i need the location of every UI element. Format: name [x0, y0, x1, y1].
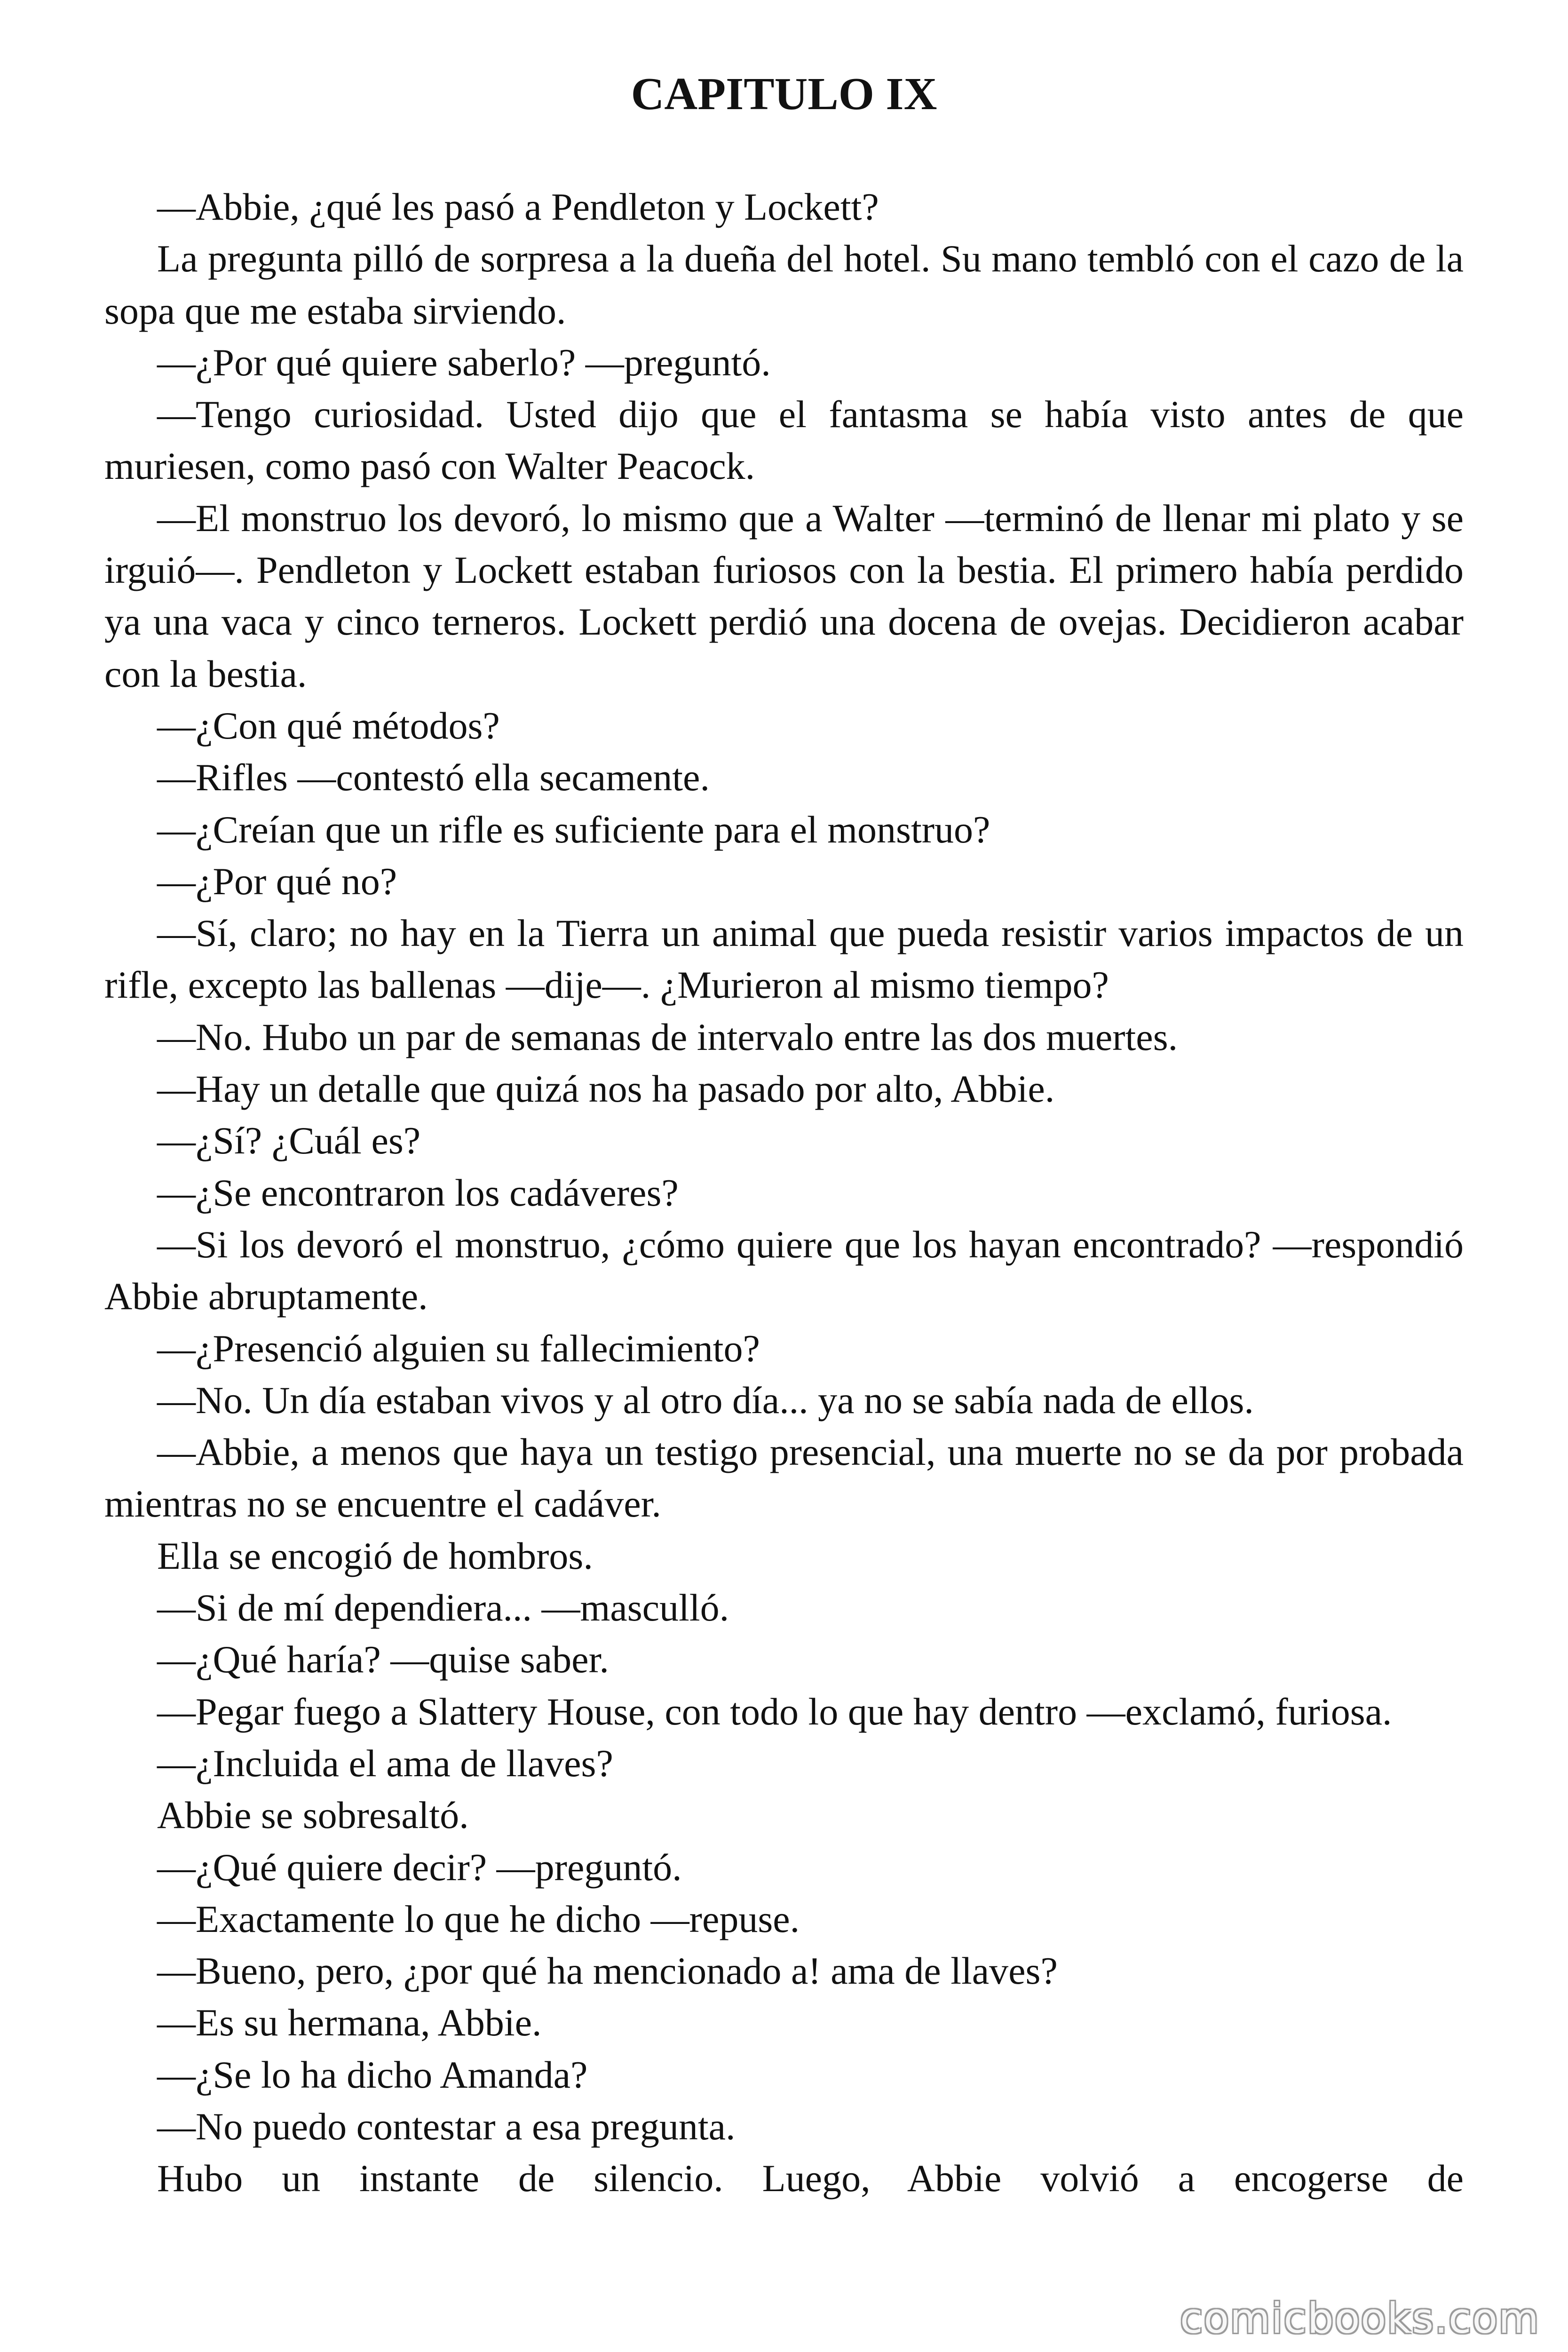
paragraph: —Rifles —contestó ella secamente.	[157, 756, 710, 799]
paragraph: Abbie se sobresaltó.	[157, 1794, 469, 1837]
paragraph: —¿Sí? ¿Cuál es?	[157, 1119, 421, 1162]
paragraph: —Abbie, a menos que haya un testigo presencial, una muerte no se da por probada mientras no se encuentre el cadáver.	[104, 1430, 1464, 1526]
paragraph: —Bueno, pero, ¿por qué ha mencionado a! ama de llaves?	[157, 1949, 1058, 1993]
paragraph: —Abbie, ¿qué les pasó a Pendleton y Lockett?	[157, 185, 879, 228]
watermark: comicbooks.com	[1180, 2294, 1540, 2343]
paragraph: —¿Por qué no?	[157, 859, 397, 903]
paragraph: —¿Por qué quiere saberlo? —preguntó.	[157, 341, 771, 384]
paragraph: —No puedo contestar a esa pregunta.	[157, 2105, 736, 2148]
paragraph: La pregunta pilló de sorpresa a la dueña del hotel. Su mano tembló con el cazo de la sopa que me estaba sirviendo.	[104, 237, 1464, 332]
paragraph: —Si los devoró el monstruo, ¿cómo quiere que los hayan encontrado? —respondió Abbie abruptamente.	[104, 1223, 1464, 1318]
paragraph: —Pegar fuego a Slattery House, con todo lo que hay dentro —exclamó, furiosa.	[157, 1690, 1392, 1733]
paragraph-continued: Hubo un instante de silencio. Luego, Abbie volvió a encogerse de	[157, 2157, 1464, 2200]
paragraph: —Hay un detalle que quizá nos ha pasado por alto, Abbie.	[157, 1067, 1055, 1111]
paragraph: —Es su hermana, Abbie.	[157, 2001, 542, 2044]
paragraph: —¿Incluida el ama de llaves?	[157, 1741, 613, 1785]
paragraph: —Tengo curiosidad. Usted dijo que el fantasma se había visto antes de que muriesen, como pasó con Walter Peacock.	[104, 393, 1464, 488]
paragraph: —¿Creían que un rifle es suficiente para el monstruo?	[157, 808, 990, 851]
paragraph: —El monstruo los devoró, lo mismo que a Walter —terminó de llenar mi plato y se irguió—. Pendleton y Lockett estaban furiosos con la bestia. El primero había perdido ya una vaca y cinco terneros. Lockett perdió una docena de ovejas. Decidieron acabar con la bestia.	[104, 496, 1464, 695]
paragraph: Ella se encogió de hombros.	[157, 1534, 593, 1577]
paragraph: —No. Un día estaban vivos y al otro día... ya no se sabía nada de ellos.	[157, 1378, 1254, 1422]
body-text	[104, 181, 1464, 2205]
paragraph: —Sí, claro; no hay en la Tierra un animal que pueda resistir varios impactos de un rifle, excepto las ballenas —dije—. ¿Murieron al mismo tiempo?	[104, 912, 1464, 1007]
paragraph: —No. Hubo un par de semanas de intervalo entre las dos muertes.	[157, 1015, 1178, 1058]
paragraph: —¿Se lo ha dicho Amanda?	[157, 2053, 588, 2096]
paragraph: —¿Qué quiere decir? —preguntó.	[157, 1845, 682, 1889]
chapter-title: CAPITULO IX	[631, 69, 937, 119]
paragraph: —¿Presenció alguien su fallecimiento?	[157, 1327, 760, 1370]
paragraph: —¿Con qué métodos?	[157, 704, 500, 747]
paragraph: —Si de mí dependiera... —masculló.	[157, 1586, 729, 1629]
paragraph: —¿Se encontraron los cadáveres?	[157, 1171, 679, 1214]
paragraph: —¿Qué haría? —quise saber.	[157, 1638, 609, 1681]
paragraph: —Exactamente lo que he dicho —repuse.	[157, 1897, 800, 1940]
